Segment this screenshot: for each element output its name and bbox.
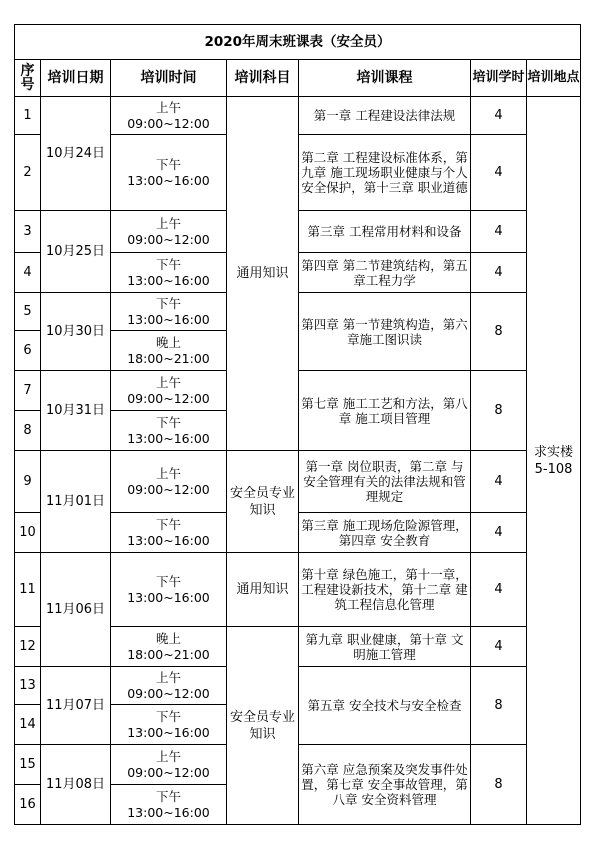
time-period: 上午 (155, 465, 181, 481)
table-row (15, 553, 581, 627)
seq-cell: 12 (15, 627, 41, 667)
seq-cell: 13 (15, 667, 41, 705)
course-cell: 第四章 第一节建筑构造，第六章施工图识读 (299, 293, 471, 371)
schedule-table (14, 24, 581, 825)
table-row (15, 293, 581, 331)
hours-cell: 8 (471, 667, 527, 745)
time-cell (111, 513, 227, 553)
seq-cell: 8 (15, 411, 41, 451)
hours-cell: 8 (471, 293, 527, 371)
time-period: 晚上 (155, 334, 181, 350)
time-range: 13:00~16:00 (127, 804, 210, 820)
date-cell: 10月31日 (41, 371, 111, 451)
seq-cell: 2 (15, 135, 41, 211)
date-cell: 11月01日 (41, 451, 111, 553)
place-cell (527, 97, 581, 825)
time-period: 上午 (155, 669, 181, 685)
hours-cell: 4 (471, 135, 527, 211)
table-title: 2020年周末班课表（安全员） (15, 25, 581, 60)
time-cell (111, 451, 227, 513)
time-range: 13:00~16:00 (127, 272, 210, 288)
time-period: 晚上 (155, 630, 181, 646)
time-cell (111, 135, 227, 211)
hours-cell: 4 (471, 211, 527, 253)
seq-cell: 3 (15, 211, 41, 253)
time-range: 09:00~12:00 (127, 231, 210, 247)
table-row (15, 211, 581, 253)
time-period: 上午 (155, 748, 181, 764)
course-cell: 第七章 施工工艺和方法，第八章 施工项目管理 (299, 371, 471, 451)
header-seq: 序号 (15, 60, 41, 97)
header-hours: 培训学时 (471, 60, 527, 97)
time-period: 上午 (155, 215, 181, 231)
seq-cell: 9 (15, 451, 41, 513)
time-period: 上午 (155, 99, 181, 115)
time-cell (111, 97, 227, 135)
subject-cell (227, 451, 299, 553)
header-time: 培训时间 (111, 60, 227, 97)
time-cell (111, 745, 227, 785)
time-cell (111, 785, 227, 825)
course-cell: 第三章 施工现场危险源管理，第四章 安全教育 (299, 513, 471, 553)
table-row (15, 371, 581, 411)
time-range: 13:00~16:00 (127, 311, 210, 327)
time-range: 18:00~21:00 (127, 646, 210, 662)
seq-cell: 5 (15, 293, 41, 331)
seq-cell: 11 (15, 553, 41, 627)
seq-cell: 15 (15, 745, 41, 785)
hours-cell: 4 (471, 253, 527, 293)
course-cell: 第四章 第二节建筑结构，第五章工程力学 (299, 253, 471, 293)
seq-cell: 1 (15, 97, 41, 135)
course-cell: 第三章 工程常用材料和设备 (299, 211, 471, 253)
time-cell (111, 553, 227, 627)
date-cell: 11月08日 (41, 745, 111, 825)
course-cell: 第六章 应急预案及突发事件处置，第七章 安全事故管理，第八章 安全资料管理 (299, 745, 471, 825)
time-range: 09:00~12:00 (127, 115, 210, 131)
time-range: 13:00~16:00 (127, 532, 210, 548)
time-cell (111, 253, 227, 293)
time-cell (111, 211, 227, 253)
header-place: 培训地点 (527, 60, 581, 97)
time-range: 09:00~12:00 (127, 481, 210, 497)
date-cell: 10月30日 (41, 293, 111, 371)
time-range: 13:00~16:00 (127, 724, 210, 740)
time-period: 下午 (155, 295, 181, 311)
hours-cell: 4 (471, 451, 527, 513)
seq-cell: 4 (15, 253, 41, 293)
header-row (15, 60, 581, 97)
subject-text: 安全员专业知识 (230, 485, 296, 518)
time-cell (111, 627, 227, 667)
course-cell: 第十章 绿色施工，第十一章，工程建设新技术，第十二章 建筑工程信息化管理 (299, 553, 471, 627)
time-cell (111, 293, 227, 331)
date-cell: 11月07日 (41, 667, 111, 745)
time-period: 下午 (155, 256, 181, 272)
time-period: 下午 (155, 788, 181, 804)
header-date: 培训日期 (41, 60, 111, 97)
time-period: 下午 (155, 708, 181, 724)
seq-cell: 7 (15, 371, 41, 411)
hours-cell: 4 (471, 627, 527, 667)
subject-cell: 通用知识 (227, 97, 299, 451)
time-period: 下午 (155, 516, 181, 532)
time-cell (111, 331, 227, 371)
hours-cell: 4 (471, 553, 527, 627)
seq-cell: 16 (15, 785, 41, 825)
header-subject: 培训科目 (227, 60, 299, 97)
time-period: 上午 (155, 374, 181, 390)
hours-cell: 8 (471, 371, 527, 451)
course-cell: 第二章 工程建设标准体系，第九章 施工现场职业健康与个人安全保护，第十三章 职业道德 (299, 135, 471, 211)
time-range: 13:00~16:00 (127, 172, 210, 188)
time-range: 09:00~12:00 (127, 685, 210, 701)
table-row (15, 667, 581, 705)
time-period: 下午 (155, 573, 181, 589)
table-row (15, 745, 581, 785)
date-cell: 10月25日 (41, 211, 111, 293)
date-cell: 10月24日 (41, 97, 111, 211)
header-course: 培训课程 (299, 60, 471, 97)
course-cell: 第一章 工程建设法律法规 (299, 97, 471, 135)
time-range: 13:00~16:00 (127, 589, 210, 605)
time-cell (111, 667, 227, 705)
time-cell (111, 371, 227, 411)
date-cell: 11月06日 (41, 553, 111, 667)
time-range: 13:00~16:00 (127, 430, 210, 446)
course-cell: 第一章 岗位职责，第二章 与安全管理有关的法律法规和管理规定 (299, 451, 471, 513)
time-cell (111, 705, 227, 745)
hours-cell: 8 (471, 745, 527, 825)
subject-cell (227, 627, 299, 825)
time-period: 下午 (155, 156, 181, 172)
seq-cell: 6 (15, 331, 41, 371)
hours-cell: 4 (471, 513, 527, 553)
time-range: 09:00~12:00 (127, 764, 210, 780)
time-range: 09:00~12:00 (127, 390, 210, 406)
subject-cell: 通用知识 (227, 553, 299, 627)
course-cell: 第五章 安全技术与安全检查 (299, 667, 471, 745)
seq-cell: 10 (15, 513, 41, 553)
time-range: 18:00~21:00 (127, 350, 210, 366)
subject-text: 安全员专业知识 (230, 709, 296, 742)
place-text: 求实楼5-108 (534, 444, 574, 477)
time-cell (111, 411, 227, 451)
time-period: 下午 (155, 414, 181, 430)
table-row (15, 451, 581, 513)
table-row (15, 97, 581, 135)
hours-cell: 4 (471, 97, 527, 135)
course-cell: 第九章 职业健康，第十章 文明施工管理 (299, 627, 471, 667)
seq-cell: 14 (15, 705, 41, 745)
